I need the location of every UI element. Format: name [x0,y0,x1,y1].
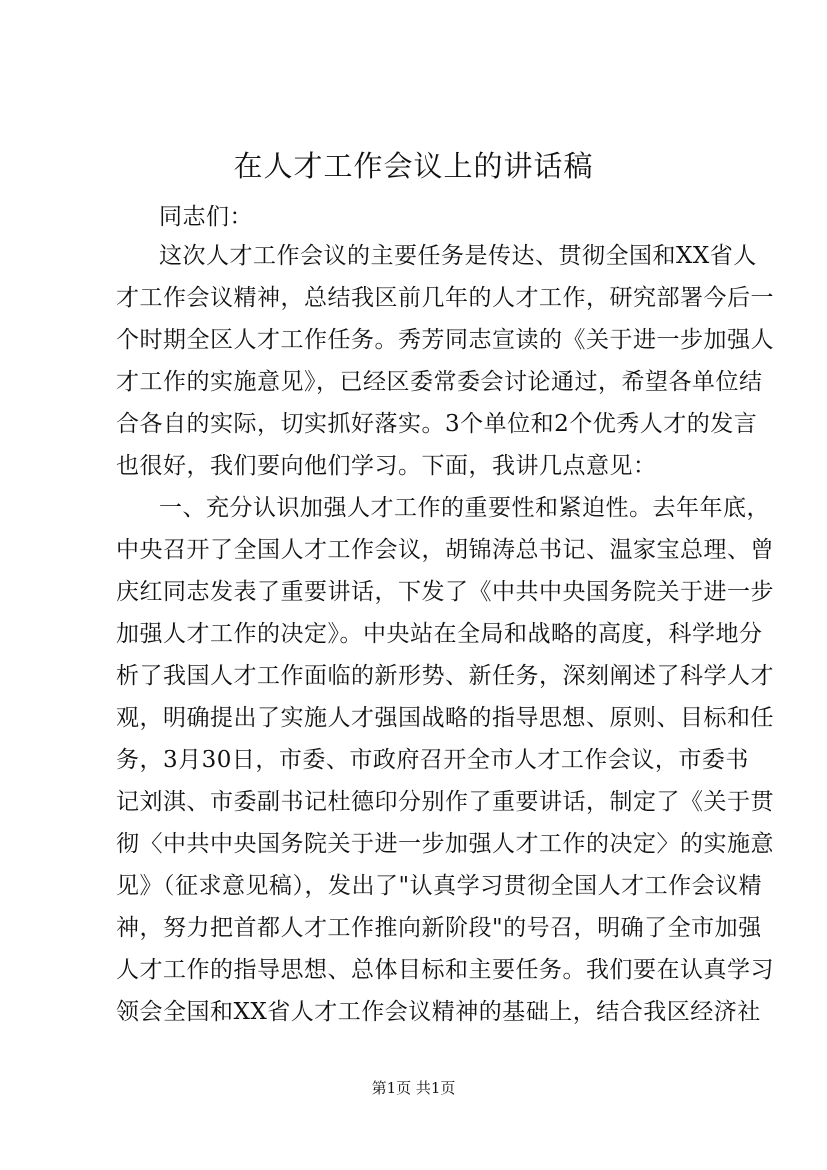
body-line: 领会全国和XX省人才工作会议精神的基础上，结合我区经济社 [116,999,761,1025]
body-line: 一、充分认识加强人才工作的重要性和紧迫性。去年年底， [159,495,770,521]
body-line: 合各自的实际，切实抓好落实。3个单位和2个优秀人才的发言 [116,411,758,437]
body-line: 中央召开了全国人才工作会议，胡锦涛总书记、温家宝总理、曾 [116,537,774,563]
body-line: 才工作会议精神，总结我区前几年的人才工作，研究部署今后一 [116,285,774,311]
body-line: 个时期全区人才工作任务。秀芳同志宣读的《关于进一步加强人 [116,327,774,353]
body-line: 观，明确提出了实施人才强国战略的指导思想、原则、目标和任 [116,705,774,731]
body-line: 务，3月30日，市委、市政府召开全市人才工作会议，市委书 [116,747,749,773]
body-line: 庆红同志发表了重要讲话，下发了《中共中央国务院关于进一步 [116,579,774,605]
body-line: 这次人才工作会议的主要任务是传达、贯彻全国和XX省人 [159,243,757,269]
body-line: 也很好，我们要向他们学习。下面，我讲几点意见： [116,453,657,479]
body-line: 神，努力把首都人才工作推向新阶段"的号召，明确了全市加强 [116,915,762,941]
body-line: 见》（征求意见稿），发出了"认真学习贯彻全国人才工作会议精 [116,873,763,899]
body-line: 记刘淇、市委副书记杜德印分别作了重要讲话，制定了《关于贯 [116,789,774,815]
body-line: 人才工作的指导思想、总体目标和主要任务。我们要在认真学习 [116,957,774,983]
greeting-line: 同志们： [159,204,253,230]
body-line: 加强人才工作的决定》。中央站在全局和战略的高度，科学地分 [116,621,763,647]
body-line: 彻〈中共中央国务院关于进一步加强人才工作的决定〉的实施意 [116,831,774,857]
body-line: 析了我国人才工作面临的新形势、新任务，深刻阐述了科学人才 [116,663,774,689]
page-footer: 第1页 共1页 [371,1079,456,1097]
document-title: 在人才工作会议上的讲话稿 [233,149,594,183]
body-line: 才工作的实施意见》，已经区委常委会讨论通过，希望各单位结 [116,369,763,395]
